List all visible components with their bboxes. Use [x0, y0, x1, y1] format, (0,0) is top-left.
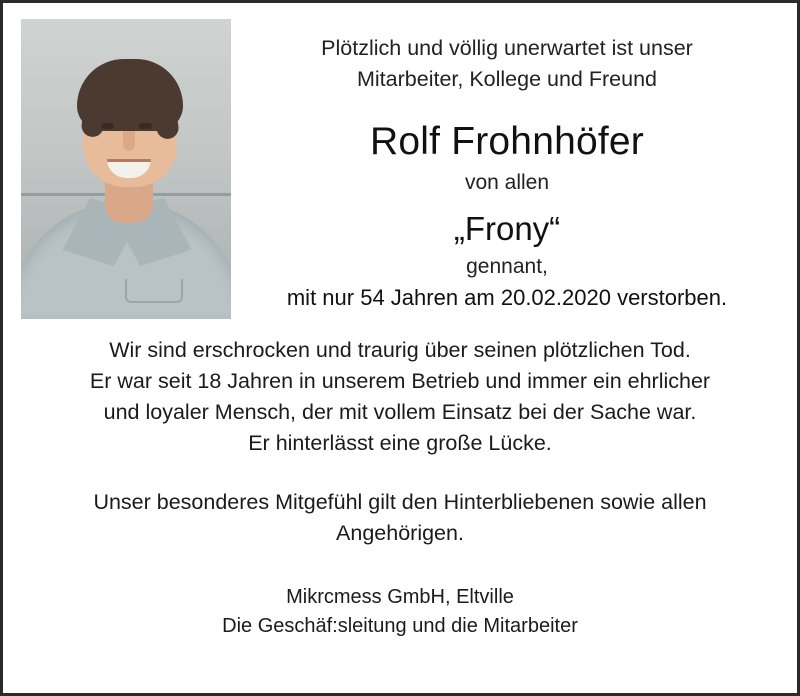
company-subtitle: Die Geschäf:sleitung und die Mitarbeiter	[222, 615, 578, 637]
paragraph-one-line-4: Er hinterlässt eine große Lücke.	[248, 431, 552, 455]
age-and-date-line: mit nur 54 Jahren am 20.02.2020 verstorben.	[286, 285, 728, 310]
paragraph-two	[21, 487, 779, 549]
eye-left-shape	[101, 123, 114, 129]
portrait-photo	[21, 19, 231, 319]
paragraph-two-line-1: Unser besonderes Mitgefühl gilt den Hinterbliebenen sowie allen	[93, 490, 707, 514]
von-allen-line: von allen	[464, 171, 550, 194]
header-section	[21, 17, 779, 319]
lead-line-1: Plötzlich und völlig unerwartet ist unser	[321, 36, 693, 60]
nose-shape	[123, 131, 135, 151]
paragraph-one-line-1: Wir sind erschrocken und traurig über seinen plötzlichen Tod.	[109, 338, 691, 362]
lead-line-2: Mitarbeiter, Kollege und Freund	[357, 67, 657, 91]
body-section	[21, 335, 779, 549]
deceased-name: Rolf Frohnhöfer	[370, 120, 644, 163]
signature-block	[21, 583, 779, 641]
eye-right-shape	[139, 123, 152, 129]
paragraph-one-line-2: Er war seit 18 Jahren in unserem Betrieb und immer ein ehrlicher	[89, 369, 711, 393]
company-name: Mikrcmess GmbH, Eltville	[286, 586, 514, 608]
paragraph-two-line-2: Angehörigen.	[336, 521, 464, 545]
hair-shape	[77, 59, 183, 131]
paragraph-one	[21, 335, 779, 459]
gennant-line: gennant,	[466, 255, 548, 278]
paragraph-one-line-3: und loyaler Mensch, der mit vollem Einsatz bei der Sache war.	[103, 400, 697, 424]
headline-block	[231, 17, 779, 313]
nickname: „Frony“	[453, 210, 561, 247]
shirt-pocket-shape	[125, 279, 183, 303]
